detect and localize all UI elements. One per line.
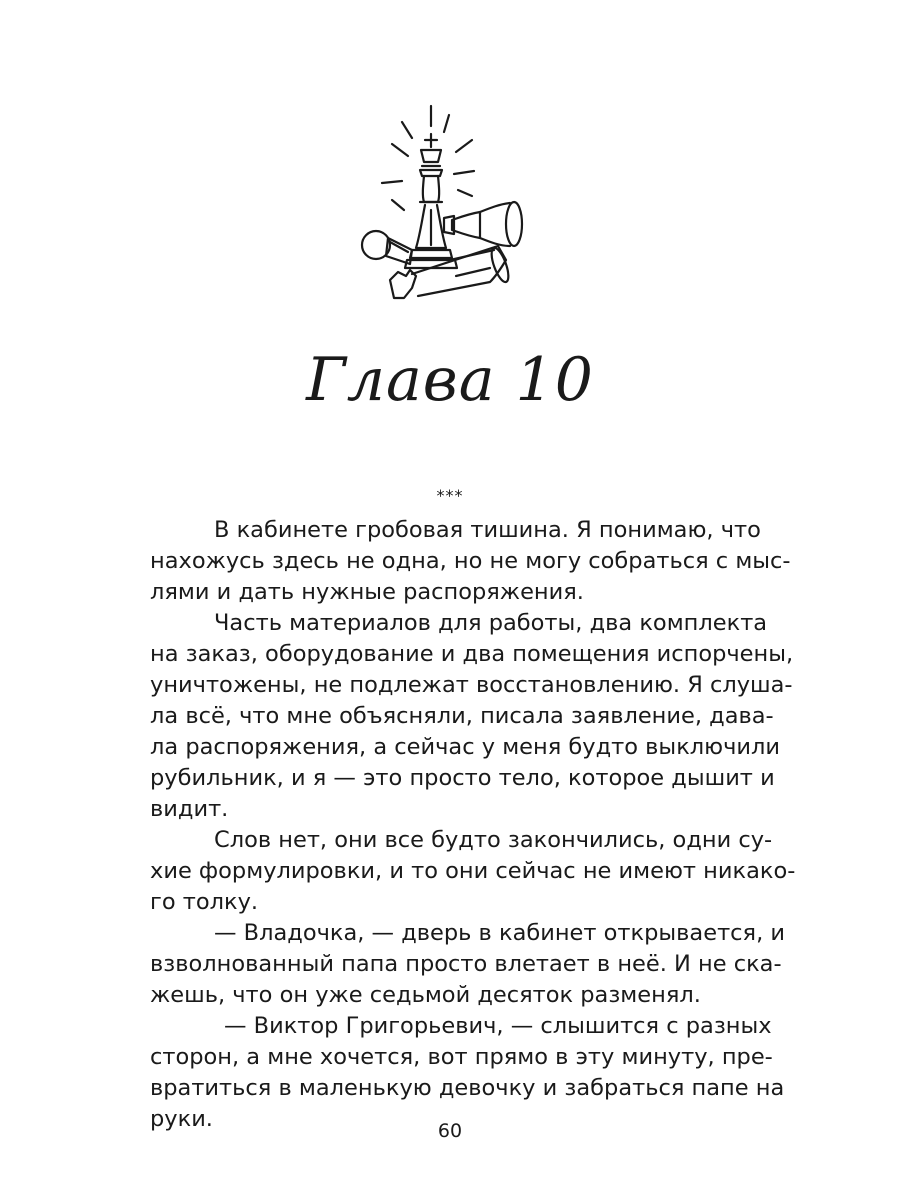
text-line: руки. [150, 1106, 213, 1132]
paragraph [150, 1011, 785, 1135]
text-line: вратиться в маленькую девочку и забраться папе на [150, 1075, 785, 1101]
text-line: сторон, а мне хочется, вот прямо в эту минуту, пре- [150, 1044, 773, 1070]
text-line: Слов нет, они все будто закончились, одни су- [214, 827, 773, 853]
text-line: нахожусь здесь не одна, но не могу собраться с мыс- [150, 548, 791, 574]
text-line: ла всё, что мне объясняли, писала заявление, дава- [150, 703, 774, 729]
text-line: взволнованный папа просто влетает в неё. И не ска- [150, 951, 782, 977]
text-line: уничтожены, не подлежат восстановлению. Я слуша- [150, 672, 793, 698]
text-line: хие формулировки, и то они сейчас не имеют никако- [150, 858, 796, 884]
text-line: на заказ, оборудование и два помещения испорчены, [150, 641, 794, 667]
text-line: лями и дать нужные распоряжения. [150, 579, 584, 605]
chess-emblem-icon [350, 100, 530, 315]
text-line: рубильник, и я — это просто тело, которое дышит и [150, 765, 775, 791]
text-line: го толку. [150, 889, 259, 915]
text-line: — Владочка, — дверь в кабинет открывается, и [214, 920, 786, 946]
chapter-title: Глава 10 [306, 345, 594, 415]
chapter-body [150, 515, 796, 1135]
paragraph [150, 918, 786, 1011]
paragraph [150, 608, 794, 825]
paragraph [150, 515, 791, 608]
text-line: — Виктор Григорьевич, — слышится с разных [224, 1013, 772, 1039]
text-line: жешь, что он уже седьмой десяток разменял. [150, 982, 701, 1008]
text-line: В кабинете гробовая тишина. Я понимаю, что [214, 517, 761, 543]
section-separator: *** [436, 486, 464, 505]
text-line: видит. [150, 796, 229, 822]
page-number: 60 [437, 1120, 463, 1142]
paragraph [150, 825, 796, 918]
text-line: Часть материалов для работы, два комплекта [214, 610, 768, 636]
text-line: ла распоряжения, а сейчас у меня будто выключили [150, 734, 781, 760]
